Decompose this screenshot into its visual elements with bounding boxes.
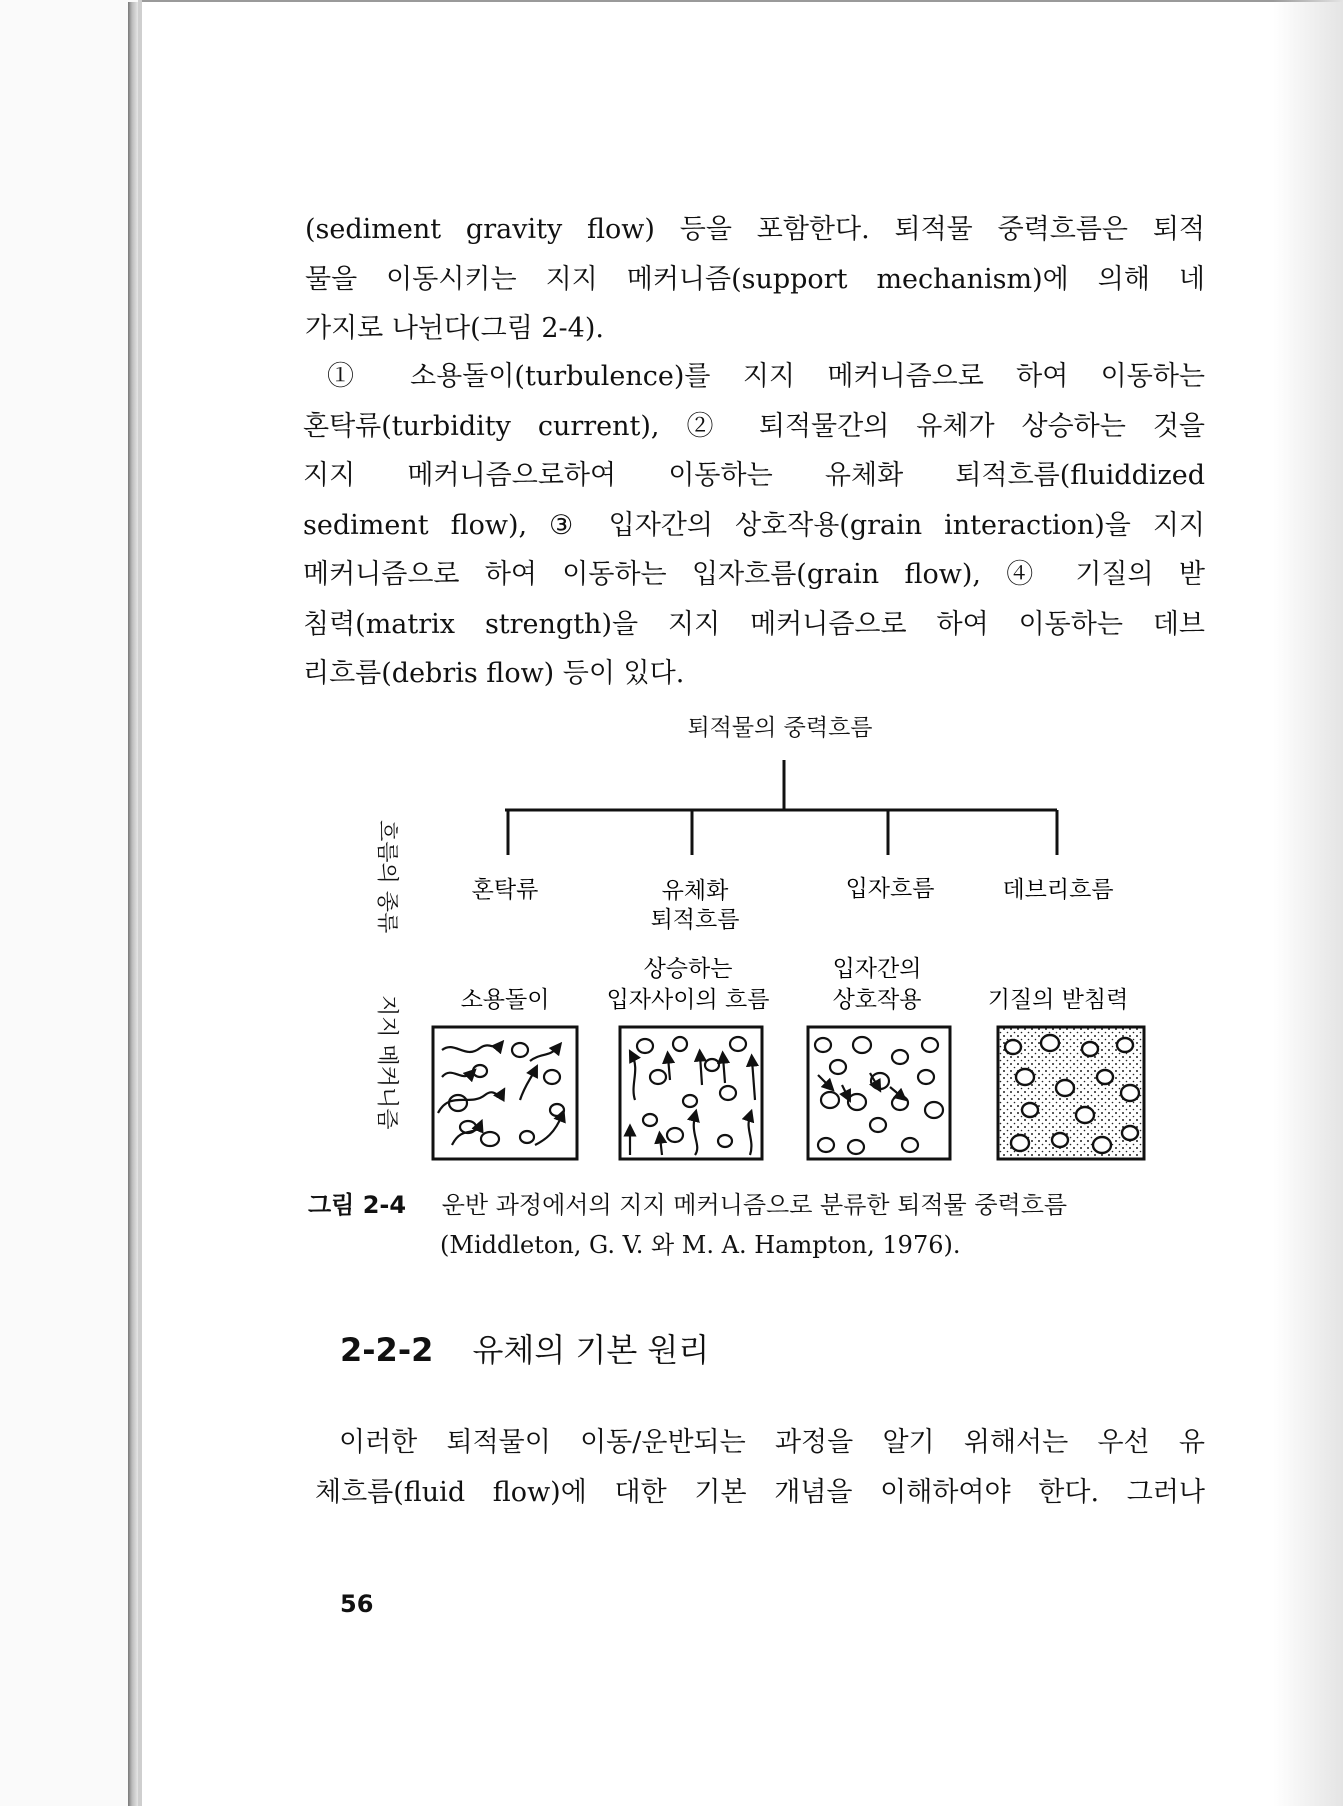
- row-label-flow-type: 흐름의 종류: [374, 820, 399, 934]
- text-line: (sediment gravity flow) 등을 포함한다. 퇴적물 중력흐름은 퇴적: [305, 214, 1205, 245]
- caption-citation: (Middleton, G. V. 와 M. A. Hampton, 1976).: [440, 1231, 961, 1259]
- mechanism-grain-interaction-line1: 입자간의: [832, 956, 922, 982]
- caption-text: 운반 과정에서의 지지 메커니즘으로 분류한 퇴적물 중력흐름: [441, 1191, 1068, 1219]
- text-line: 메커니즘으로 하여 이동하는 입자흐름(grain flow), ④ 기질의 받: [303, 559, 1205, 590]
- page-shadow: [1273, 0, 1343, 1806]
- text-line: 이러한 퇴적물이 이동/운반되는 과정을 알기 위해서는 우선 유: [339, 1427, 1205, 1458]
- flow-type-turbidity: 혼탁류: [471, 877, 539, 903]
- figure-caption: [308, 1185, 1208, 1265]
- matrix-strength-illustration: [998, 1027, 1144, 1159]
- paragraph-flow-types: [303, 352, 1205, 699]
- caption-line-1: [308, 1185, 1208, 1225]
- mechanism-turbulence: 소용돌이: [460, 987, 550, 1013]
- text-line: sediment flow), ③ 입자간의 상호작용(grain interaction)을 지지: [303, 509, 1205, 541]
- text-line: 지지 메커니즘으로하여 이동하는 유체화 퇴적흐름(fluiddized: [303, 460, 1205, 491]
- gravity-flow-diagram: [330, 705, 1190, 1175]
- mechanism-matrix-strength: 기질의 받침력: [987, 987, 1129, 1013]
- section-number: 2-2-2: [340, 1331, 434, 1369]
- fluidized-flow-illustration: [620, 1027, 762, 1159]
- tree-connectors: [505, 760, 1057, 855]
- caption-figure-label: 그림 2-4: [308, 1191, 407, 1219]
- turbulence-illustration: [433, 1027, 577, 1159]
- text-line: ① 소용돌이(turbulence)를 지지 메커니즘으로 하여 이동하는: [327, 361, 1205, 392]
- paragraph-intro: [305, 205, 1205, 354]
- grain-interaction-illustration: [808, 1027, 950, 1159]
- mechanism-grain-interaction-line2: 상호작용: [832, 987, 922, 1013]
- row-label-support-mechanism: 지지 메커니즘: [374, 995, 399, 1130]
- text-line: 가지로 나뉜다(그림 2-4).: [305, 313, 604, 344]
- book-spine-edge: [128, 2, 138, 1806]
- text-line: 물을 이동시키는 지지 메커니즘(support mechanism)에 의해 네: [305, 263, 1205, 295]
- flow-type-fluidized-line2: 퇴적흐름: [650, 907, 740, 933]
- flow-type-debris: 데브리흐름: [1002, 877, 1114, 903]
- text-line: 혼탁류(turbidity current), ② 퇴적물간의 유체가 상승하는 것을: [303, 410, 1205, 442]
- page-number: 56: [340, 1590, 374, 1618]
- text-line: 리흐름(debris flow) 등이 있다.: [303, 658, 685, 689]
- paragraph-fluid-flow: [315, 1418, 1205, 1517]
- section-heading: [340, 1325, 709, 1371]
- flow-type-fluidized-line1: 유체화: [661, 878, 729, 904]
- section-title: 유체의 기본 원리: [472, 1331, 710, 1369]
- mechanism-upward-flow-line1: 상승하는: [643, 956, 733, 982]
- mechanism-upward-flow-line2: 입자사이의 흐름: [606, 987, 770, 1013]
- text-line: 체흐름(fluid flow)에 대한 기본 개념을 이해하여야 한다. 그러나: [315, 1476, 1205, 1508]
- diagram-root-label: 퇴적물의 중력흐름: [687, 715, 873, 741]
- text-line: 침력(matrix strength)을 지지 메커니즘으로 하여 이동하는 데브: [303, 608, 1205, 640]
- flow-type-grain: 입자흐름: [845, 876, 935, 902]
